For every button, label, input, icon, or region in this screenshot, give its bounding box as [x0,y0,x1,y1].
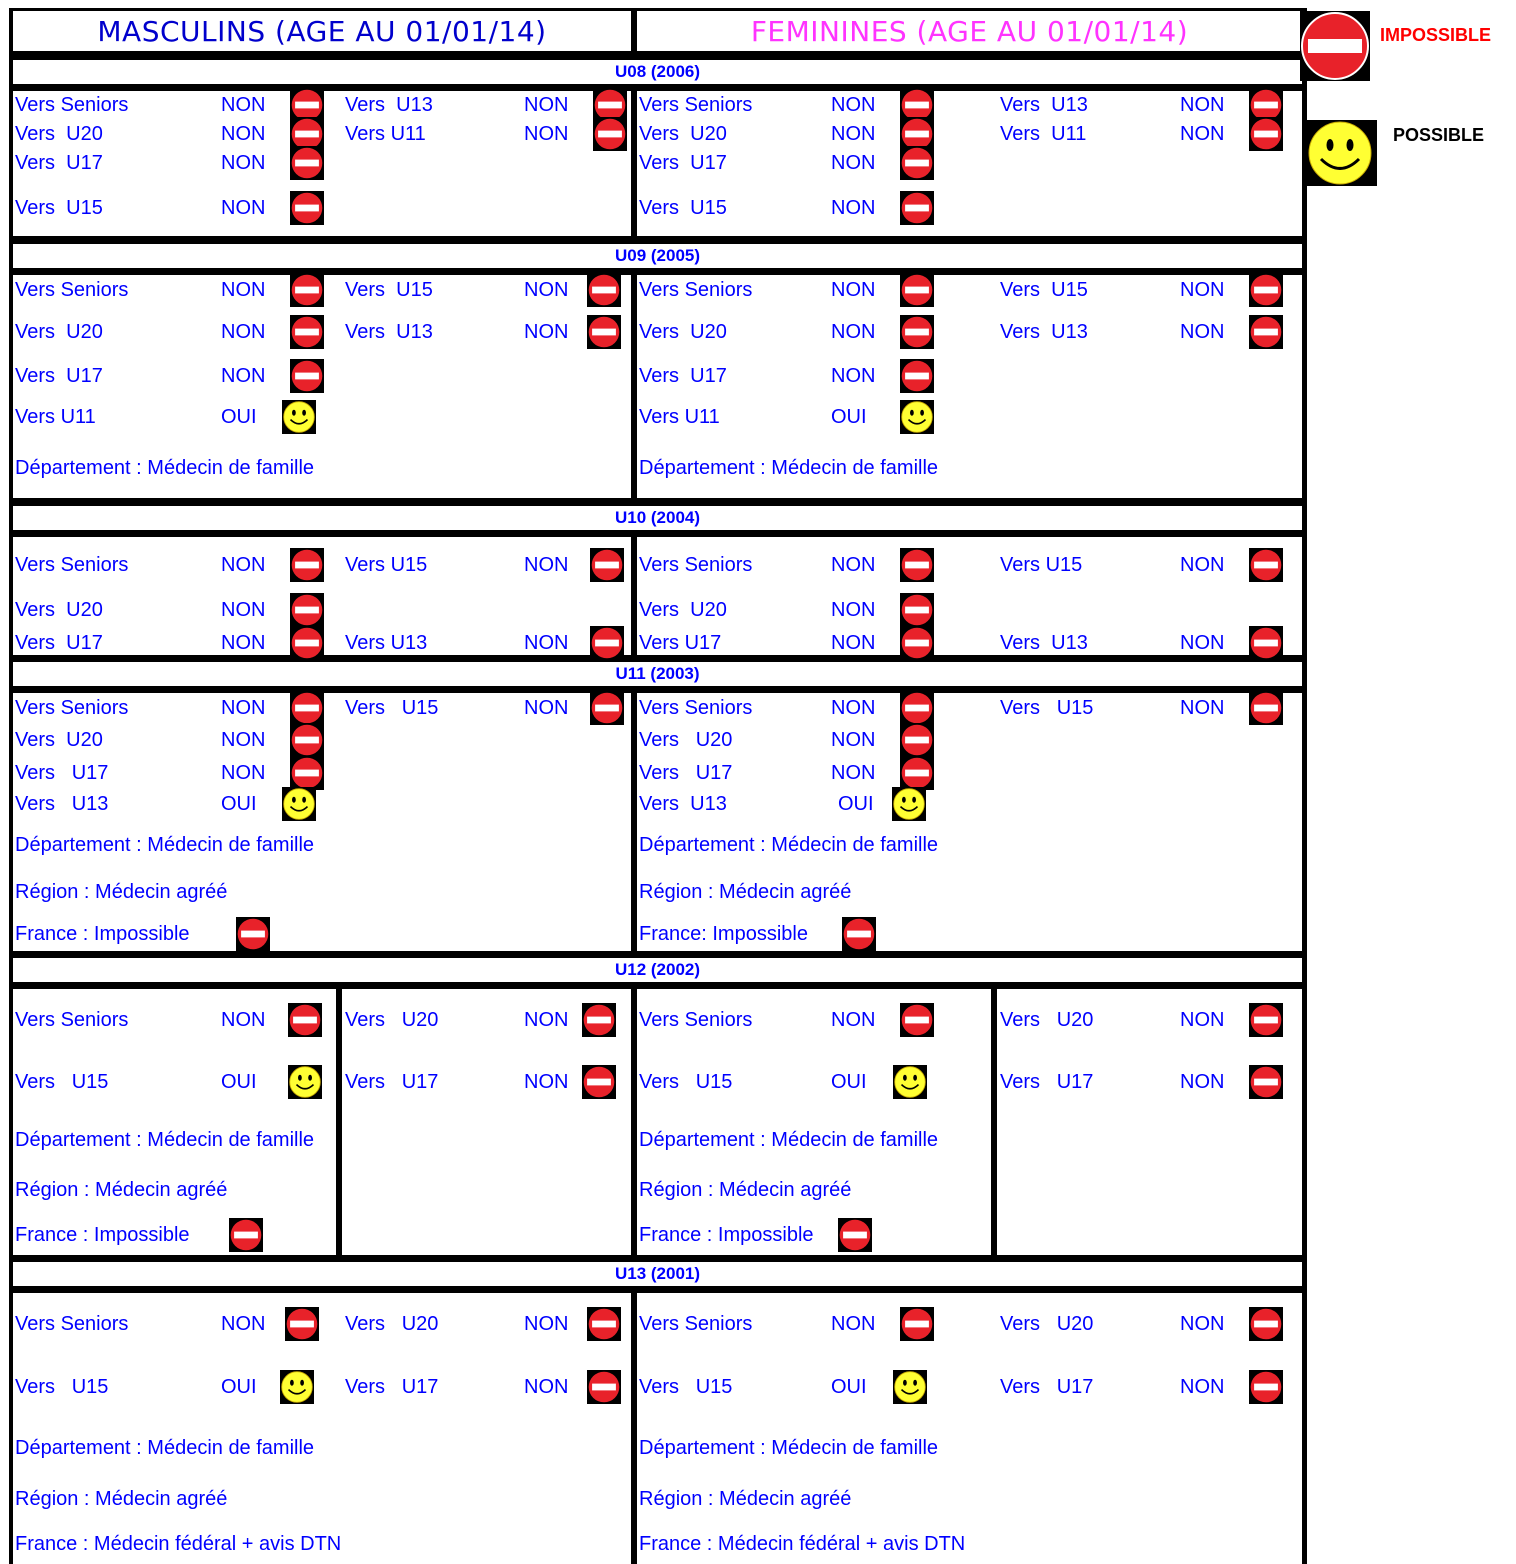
row-value: NON [831,365,876,387]
no-entry-icon [590,548,624,582]
no-entry-icon [290,359,324,393]
row-value: NON [221,197,266,219]
row-label: Vers U20 [639,123,727,145]
no-entry-icon [900,1307,934,1341]
no-entry-icon [1249,273,1283,307]
section-title-u13: U13 (2001) [13,1262,1302,1286]
row-value: NON [831,321,876,343]
departement-note: Département : Médecin de famille [639,834,939,856]
france-note: France: Impossible [639,923,808,945]
row-label: Vers U15 [15,1071,109,1093]
row-value: NON [221,762,266,784]
row-value: NON [1180,697,1225,719]
row-value: NON [831,94,876,116]
row-value: NON [831,1313,876,1335]
region-note: Région : Médecin agréé [639,1488,852,1510]
row-value: OUI [831,1376,867,1398]
row-label: Vers U17 [15,762,109,784]
row-value: NON [831,123,876,145]
departement-note: Département : Médecin de famille [639,1437,939,1459]
row-label: Vers U13 [345,321,433,343]
row-label: Vers U17 [345,1071,439,1093]
row-value: NON [831,632,876,654]
row-value: OUI [831,406,867,428]
no-entry-icon [290,593,324,627]
row-label: Vers U20 [1000,1009,1094,1031]
section-title-u10: U10 (2004) [13,506,1302,530]
row-value: OUI [831,1071,867,1093]
row-label: Vers U17 [15,632,103,654]
row-label: Vers U15 [345,697,439,719]
row-value: NON [524,1009,569,1031]
row-label: Vers U15 [15,197,103,219]
row-label: Vers Seniors [15,1313,129,1335]
row-label: Vers U13 [1000,632,1088,654]
row-label: Vers U13 [345,632,428,654]
row-label: Vers U20 [345,1313,439,1335]
no-entry-icon [1249,1370,1283,1404]
region-note: Région : Médecin agréé [15,1488,228,1510]
row-value: NON [524,697,569,719]
row-label: Vers U20 [15,123,103,145]
row-value: NON [831,729,876,751]
row-value: NON [1180,94,1225,116]
no-entry-icon [582,1003,616,1037]
row-label: Vers U17 [639,365,727,387]
row-label: Vers U13 [1000,321,1088,343]
no-entry-icon [290,548,324,582]
row-value: NON [1180,1009,1225,1031]
cell [637,693,1302,951]
row-label: Vers U13 [345,94,433,116]
row-label: Vers U20 [15,599,103,621]
no-entry-icon [587,315,621,349]
smiley-icon [282,400,316,434]
france-note: France : Impossible [15,923,190,945]
row-label: Vers U17 [345,1376,439,1398]
legend-impossible: IMPOSSIBLE [1380,25,1492,45]
masculins-header: MASCULINS (AGE AU 01/01/14) [13,11,631,51]
section-title-u09: U09 (2005) [13,244,1302,268]
no-entry-icon [1249,626,1283,660]
row-label: Vers U15 [639,197,727,219]
row-value: NON [221,279,266,301]
no-entry-icon [590,691,624,725]
france-note: France : Impossible [15,1224,190,1246]
smiley-icon [282,787,316,821]
no-entry-icon [900,548,934,582]
no-entry-icon [290,273,324,307]
row-label: Vers U15 [15,1376,109,1398]
row-value: NON [221,697,266,719]
row-value: NON [221,729,266,751]
row-label: Vers Seniors [639,554,753,576]
no-entry-icon [290,146,324,180]
row-value: NON [524,279,569,301]
section-title-u12: U12 (2002) [13,958,1302,982]
no-entry-icon [290,691,324,725]
departement-note: Département : Médecin de famille [15,834,315,856]
no-entry-icon [900,723,934,757]
row-value: NON [1180,554,1225,576]
no-entry-icon [1249,548,1283,582]
region-note: Région : Médecin agréé [639,1179,852,1201]
row-value: OUI [221,793,257,815]
row-value: NON [524,554,569,576]
row-label: Vers Seniors [639,279,753,301]
row-label: Vers U17 [1000,1071,1094,1093]
row-value: NON [221,1313,266,1335]
row-value: NON [831,762,876,784]
row-value: OUI [838,793,874,815]
no-entry-icon [587,1370,621,1404]
row-label: Vers U20 [15,321,103,343]
france-note: France : Médecin fédéral + avis DTN [15,1533,342,1555]
no-entry-icon [900,146,934,180]
row-label: Vers U11 [15,406,96,428]
row-value: NON [831,554,876,576]
row-label: Vers U17 [15,152,103,174]
section-title-u08: U08 (2006) [13,60,1302,84]
region-note: Région : Médecin agréé [15,881,228,903]
row-label: Vers U20 [639,729,733,751]
smiley-icon [1303,120,1377,186]
no-entry-icon [285,1307,319,1341]
row-label: Vers U20 [345,1009,439,1031]
departement-note: Département : Médecin de famille [639,1129,939,1151]
row-value: NON [1180,321,1225,343]
no-entry-icon [900,626,934,660]
no-entry-icon [900,691,934,725]
row-label: Vers Seniors [639,697,753,719]
row-value: NON [831,152,876,174]
no-entry-icon [1249,1003,1283,1037]
no-entry-icon [900,593,934,627]
row-label: Vers U17 [639,762,733,784]
no-entry-icon [290,315,324,349]
no-entry-icon [236,917,270,951]
row-value: NON [524,123,569,145]
no-entry-icon [587,1307,621,1341]
no-entry-icon [290,723,324,757]
row-label: Vers U15 [1000,697,1094,719]
smiley-icon [900,400,934,434]
smiley-icon [893,1065,927,1099]
row-value: NON [1180,1376,1225,1398]
row-label: Vers U20 [639,321,727,343]
france-note: France : Médecin fédéral + avis DTN [639,1533,966,1555]
row-value: NON [221,123,266,145]
row-label: Vers Seniors [15,1009,129,1031]
row-value: NON [1180,1313,1225,1335]
no-entry-icon [842,917,876,951]
row-label: Vers U11 [1000,123,1087,145]
row-value: NON [221,94,266,116]
departement-note: Département : Médecin de famille [639,457,939,479]
region-note: Région : Médecin agréé [15,1179,228,1201]
row-label: Vers U13 [639,793,727,815]
row-label: Vers U15 [1000,279,1088,301]
france-note: France : Impossible [639,1224,814,1246]
row-value: NON [831,197,876,219]
row-value: OUI [221,1071,257,1093]
smiley-icon [288,1065,322,1099]
row-value: NON [1180,632,1225,654]
row-value: NON [831,1009,876,1031]
row-label: Vers Seniors [15,697,129,719]
region-note: Région : Médecin agréé [639,881,852,903]
row-value: NON [524,94,569,116]
departement-note: Département : Médecin de famille [15,1129,315,1151]
row-value: NON [221,554,266,576]
row-label: Vers U20 [15,729,103,751]
row-value: NON [524,1313,569,1335]
row-label: Vers Seniors [639,1009,753,1031]
no-entry-icon [290,191,324,225]
row-value: NON [831,279,876,301]
row-label: Vers U17 [1000,1376,1094,1398]
row-value: NON [221,152,266,174]
row-value: OUI [221,1376,257,1398]
no-entry-icon [1249,315,1283,349]
departement-note: Département : Médecin de famille [15,1437,315,1459]
row-value: NON [524,1376,569,1398]
smiley-icon [280,1370,314,1404]
no-entry-icon [838,1218,872,1252]
row-label: Vers Seniors [639,1313,753,1335]
row-value: NON [1180,123,1225,145]
legend-possible: POSSIBLE [1393,125,1485,145]
row-label: Vers U20 [1000,1313,1094,1335]
no-entry-icon [288,1003,322,1037]
row-label: Vers U17 [639,632,722,654]
row-label: Vers U13 [15,793,109,815]
row-value: NON [524,632,569,654]
no-entry-icon [1249,117,1283,151]
row-value: NON [524,1071,569,1093]
no-entry-icon [900,191,934,225]
no-entry-icon [290,626,324,660]
row-label: Vers Seniors [15,94,129,116]
no-entry-icon [1249,691,1283,725]
row-value: NON [831,697,876,719]
row-label: Vers U15 [345,279,433,301]
row-label: Vers U17 [639,152,727,174]
no-entry-icon [900,1003,934,1037]
row-value: NON [831,599,876,621]
row-value: NON [221,1009,266,1031]
no-entry-icon [582,1065,616,1099]
row-value: NON [221,321,266,343]
no-entry-icon [290,756,324,790]
no-entry-icon [1249,1307,1283,1341]
no-entry-icon [900,273,934,307]
row-label: Vers Seniors [15,554,129,576]
no-entry-icon [593,117,627,151]
row-label: Vers U15 [1000,554,1083,576]
row-value: NON [221,632,266,654]
row-label: Vers Seniors [15,279,129,301]
section-title-u11: U11 (2003) [13,662,1302,686]
no-entry-icon [587,273,621,307]
row-label: Vers U15 [639,1071,733,1093]
no-entry-icon [229,1218,263,1252]
row-label: Vers U20 [639,599,727,621]
row-label: Vers U11 [639,406,720,428]
row-label: Vers U17 [15,365,103,387]
row-value: OUI [221,406,257,428]
no-entry-icon [1249,1065,1283,1099]
row-label: Vers Seniors [639,94,753,116]
row-value: NON [1180,279,1225,301]
no-entry-icon [1300,11,1370,81]
row-label: Vers U11 [345,123,426,145]
row-value: NON [1180,1071,1225,1093]
departement-note: Département : Médecin de famille [15,457,315,479]
row-label: Vers U15 [345,554,428,576]
row-value: NON [524,321,569,343]
feminines-header: FEMININES (AGE AU 01/01/14) [637,11,1302,51]
no-entry-icon [900,756,934,790]
row-label: Vers U13 [1000,94,1088,116]
smiley-icon [892,787,926,821]
no-entry-icon [900,315,934,349]
no-entry-icon [900,359,934,393]
row-value: NON [221,599,266,621]
no-entry-icon [590,626,624,660]
row-label: Vers U15 [639,1376,733,1398]
smiley-icon [893,1370,927,1404]
row-value: NON [221,365,266,387]
